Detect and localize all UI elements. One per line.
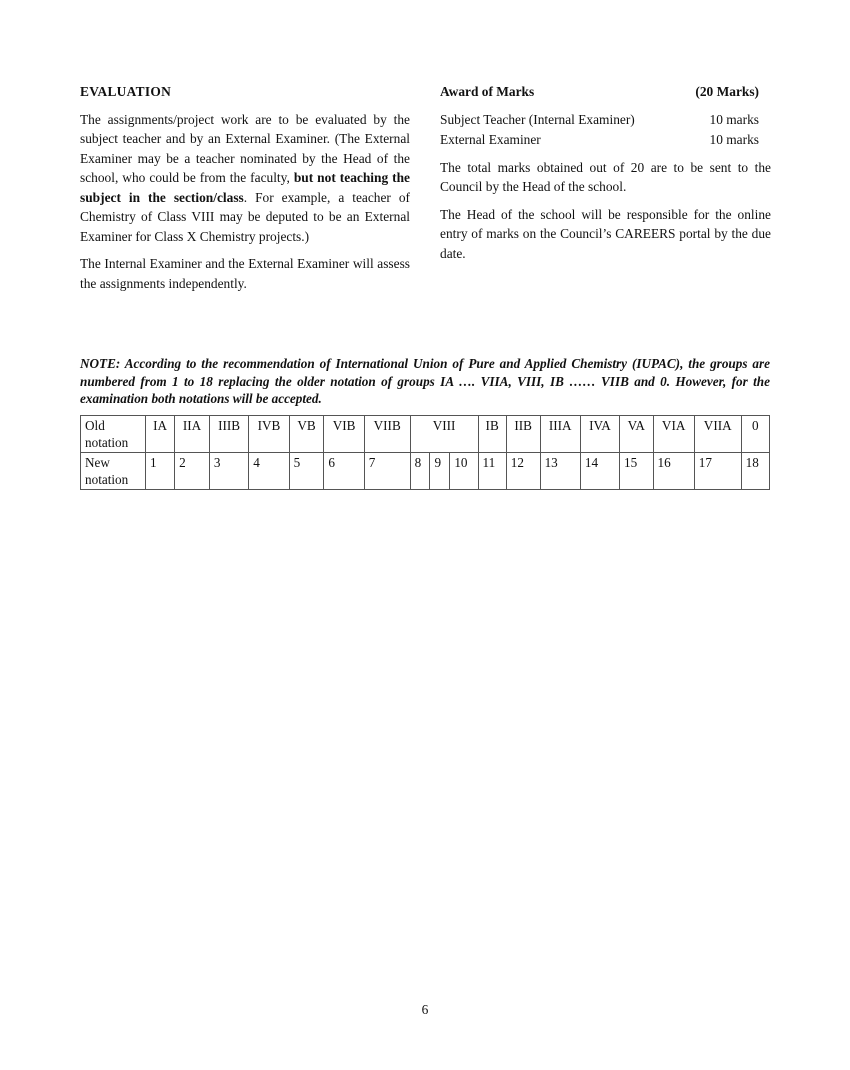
table-cell: 2 (175, 453, 210, 490)
table-cell: 10 (450, 453, 478, 490)
table-cell: IB (478, 416, 506, 453)
table-cell: IIIA (540, 416, 580, 453)
table-cell: 3 (209, 453, 248, 490)
table-cell: 11 (478, 453, 506, 490)
new-notation-label: New notation (81, 453, 146, 490)
table-cell: 7 (364, 453, 410, 490)
table-cell: 1 (146, 453, 175, 490)
award-heading: Award of Marks (440, 84, 535, 99)
award-section (440, 82, 771, 271)
table-cell: 8 (410, 453, 430, 490)
marks-value: 10 marks (709, 131, 759, 147)
marks-row (440, 110, 771, 130)
table-cell: VA (620, 416, 654, 453)
table-cell: 18 (741, 453, 769, 490)
table-cell: 15 (620, 453, 654, 490)
page-number: 6 (421, 1002, 429, 1017)
evaluation-section (80, 82, 410, 301)
award-total: (20 Marks) (695, 84, 759, 99)
group-notation-table (80, 415, 770, 490)
table-cell: VIIB (364, 416, 410, 453)
evaluation-text-part-2: . For example, a teacher of Chemistry of Class VIII may be deputed to be an External Examiner for Class X Chemistry projects.) (80, 189, 410, 244)
evaluation-bold-text: but not teaching the subject in the section/class (80, 170, 410, 205)
table-cell: IA (146, 416, 175, 453)
evaluation-text-part-1: The assignments/project work are to be evaluated by the subject teacher and by an External Examiner. (The External Examiner may be a teacher nominated by the Head of the school, who could be from the faculty, (80, 111, 410, 185)
table-cell: IVB (249, 416, 289, 453)
table-cell: 6 (324, 453, 364, 490)
table-cell: IIA (175, 416, 210, 453)
iupac-note: NOTE: According to the recommendation of International Union of Pure and Applied Chemistry (IUPAC), the groups are numbered from 1 to 18 replacing the older notation of groups IA …. VIIA, VIII, IB …… VIIB and 0. However, for the examination both notations will be accepted. (80, 356, 770, 406)
marks-label: External Examiner (440, 131, 541, 147)
table-cell: 4 (249, 453, 289, 490)
award-header (440, 82, 771, 102)
table-row-old (81, 416, 770, 453)
table-cell: 9 (430, 453, 450, 490)
table-cell: 0 (741, 416, 769, 453)
evaluation-heading: EVALUATION (80, 84, 172, 99)
table-cell: VIII (410, 416, 478, 453)
table-row-new (81, 453, 770, 490)
table-cell: IIB (506, 416, 540, 453)
marks-row (440, 130, 771, 150)
award-paragraph-1: The total marks obtained out of 20 are to be sent to the Council by the Head of the school. (440, 159, 771, 194)
table-cell: 13 (540, 453, 580, 490)
table-cell: VIA (653, 416, 694, 453)
table-cell: 14 (580, 453, 619, 490)
marks-label: Subject Teacher (Internal Examiner) (440, 111, 635, 127)
table-cell: VIIA (694, 416, 741, 453)
table-cell: VB (289, 416, 324, 453)
evaluation-paragraph-1 (80, 110, 410, 247)
old-notation-label: Old notation (81, 416, 146, 453)
table-cell: 17 (694, 453, 741, 490)
table-cell: IIIB (209, 416, 248, 453)
table-cell: 12 (506, 453, 540, 490)
table-cell: IVA (580, 416, 619, 453)
table-cell: VIB (324, 416, 364, 453)
marks-list (440, 110, 771, 150)
marks-value: 10 marks (709, 111, 759, 127)
evaluation-paragraph-2: The Internal Examiner and the External Examiner will assess the assignments independently. (80, 256, 410, 291)
award-paragraph-2: The Head of the school will be responsible for the online entry of marks on the Council’s CAREERS portal by the due date. (440, 206, 771, 261)
table-cell: 16 (653, 453, 694, 490)
table-cell: 5 (289, 453, 324, 490)
